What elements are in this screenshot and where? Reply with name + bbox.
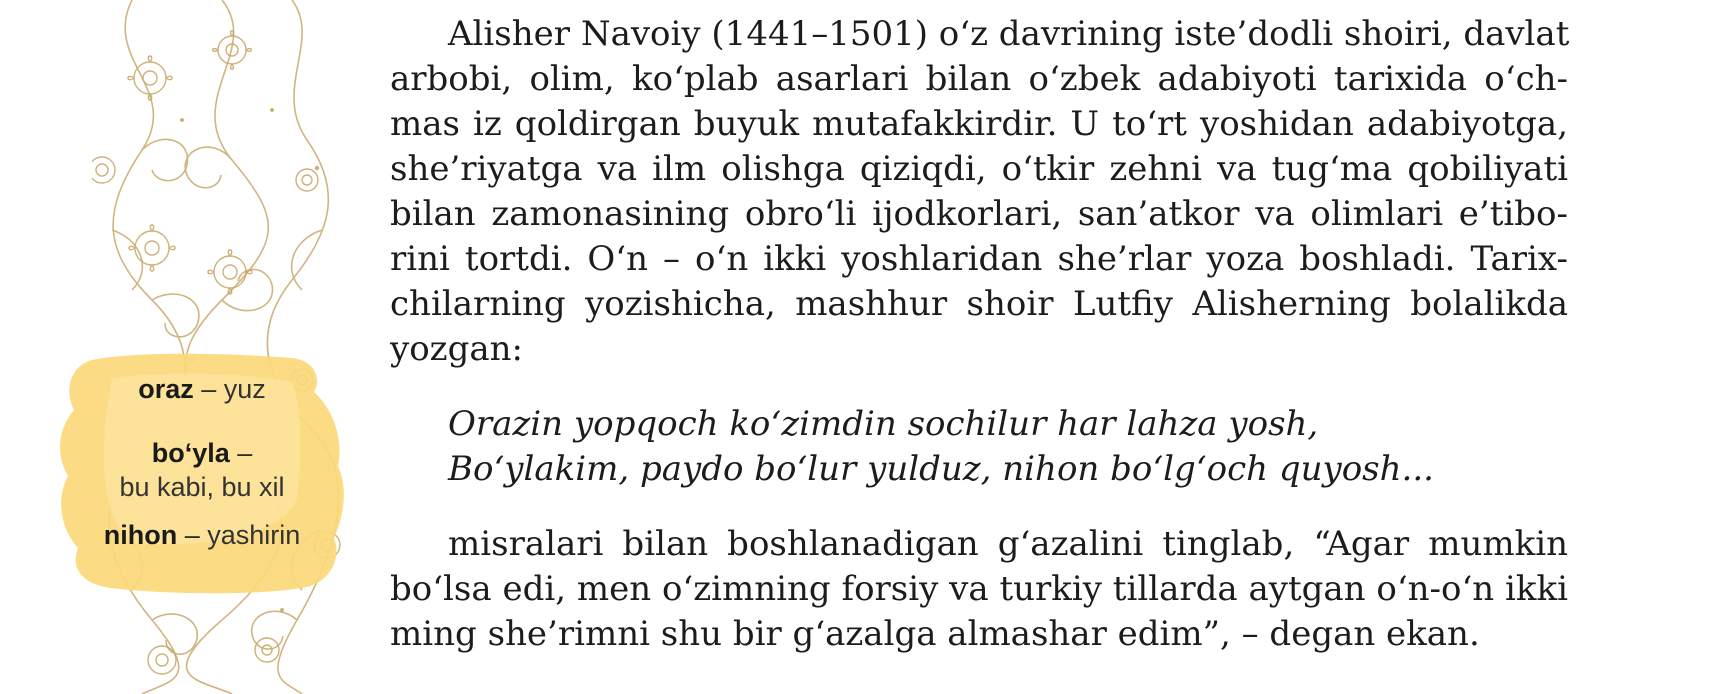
text-line: chilarning yozishicha, mashhur shoir Lutfiy Alisherning bolalikda <box>390 284 1568 324</box>
text-line: ming she’rimni shu bir g‘azalga almashar edim”, – degan ekan. <box>390 614 1480 654</box>
text-line: Alisher Navoiy (1441–1501) o‘z davrining iste’dodli shoiri, davlat <box>448 14 1570 54</box>
text-line: yozgan: <box>390 329 523 369</box>
verse-line: Orazin yopqoch ko‘zimdin sochilur har lahza yosh, <box>448 404 1319 444</box>
glossary-entry-boyla <box>52 436 352 470</box>
spacer <box>390 492 1568 522</box>
paragraph-conclusion <box>390 522 1568 657</box>
glossary-dash: – <box>177 520 208 550</box>
verse-quote <box>390 402 1568 492</box>
glossary-term: oraz <box>138 374 194 404</box>
glossary-term: bo‘yla <box>151 438 230 468</box>
text-line: arbobi, olim, ko‘plab asarlari bilan o‘zbek adabiyoti tarixida o‘ch- <box>390 59 1568 99</box>
main-text <box>390 12 1568 657</box>
glossary-box <box>52 348 352 598</box>
text-line: bo‘lsa edi, men o‘zimning forsiy va turkiy tillarda aytgan o‘n-o‘n ikki <box>390 569 1568 609</box>
glossary-definition: yashirin <box>207 520 301 550</box>
spacer <box>390 372 1568 402</box>
glossary-term: nihon <box>103 520 178 550</box>
paragraph-intro <box>390 12 1568 372</box>
glossary-dash: – <box>193 374 224 404</box>
glossary-dash: – <box>229 438 253 468</box>
glossary-definition: yuz <box>223 374 266 404</box>
glossary-entry-boyla-definition <box>52 470 352 504</box>
text-line: bilan zamonasining obro‘li ijodkorlari, san’atkor va olimlari e’tibo- <box>390 194 1568 234</box>
verse-line: Bo‘ylakim, paydo bo‘lur yulduz, nihon bo‘lg‘och quyosh... <box>448 449 1434 489</box>
text-line: rini tortdi. O‘n – o‘n ikki yoshlaridan she’rlar yoza boshladi. Tarix- <box>390 239 1568 279</box>
glossary-entry-oraz <box>52 372 352 406</box>
text-line: she’riyatga va ilm olishga qiziqdi, o‘tkir zehni va tug‘ma qobiliyati <box>390 149 1568 189</box>
glossary-definition: bu kabi, bu xil <box>119 472 285 502</box>
glossary-entry-nihon <box>52 518 352 552</box>
text-line: mas iz qoldirgan buyuk mutafakkirdir. U to‘rt yoshidan adabiyotga, <box>390 104 1568 144</box>
text-line: misralari bilan boshlanadigan g‘azalini tinglab, “Agar mumkin <box>448 524 1568 564</box>
